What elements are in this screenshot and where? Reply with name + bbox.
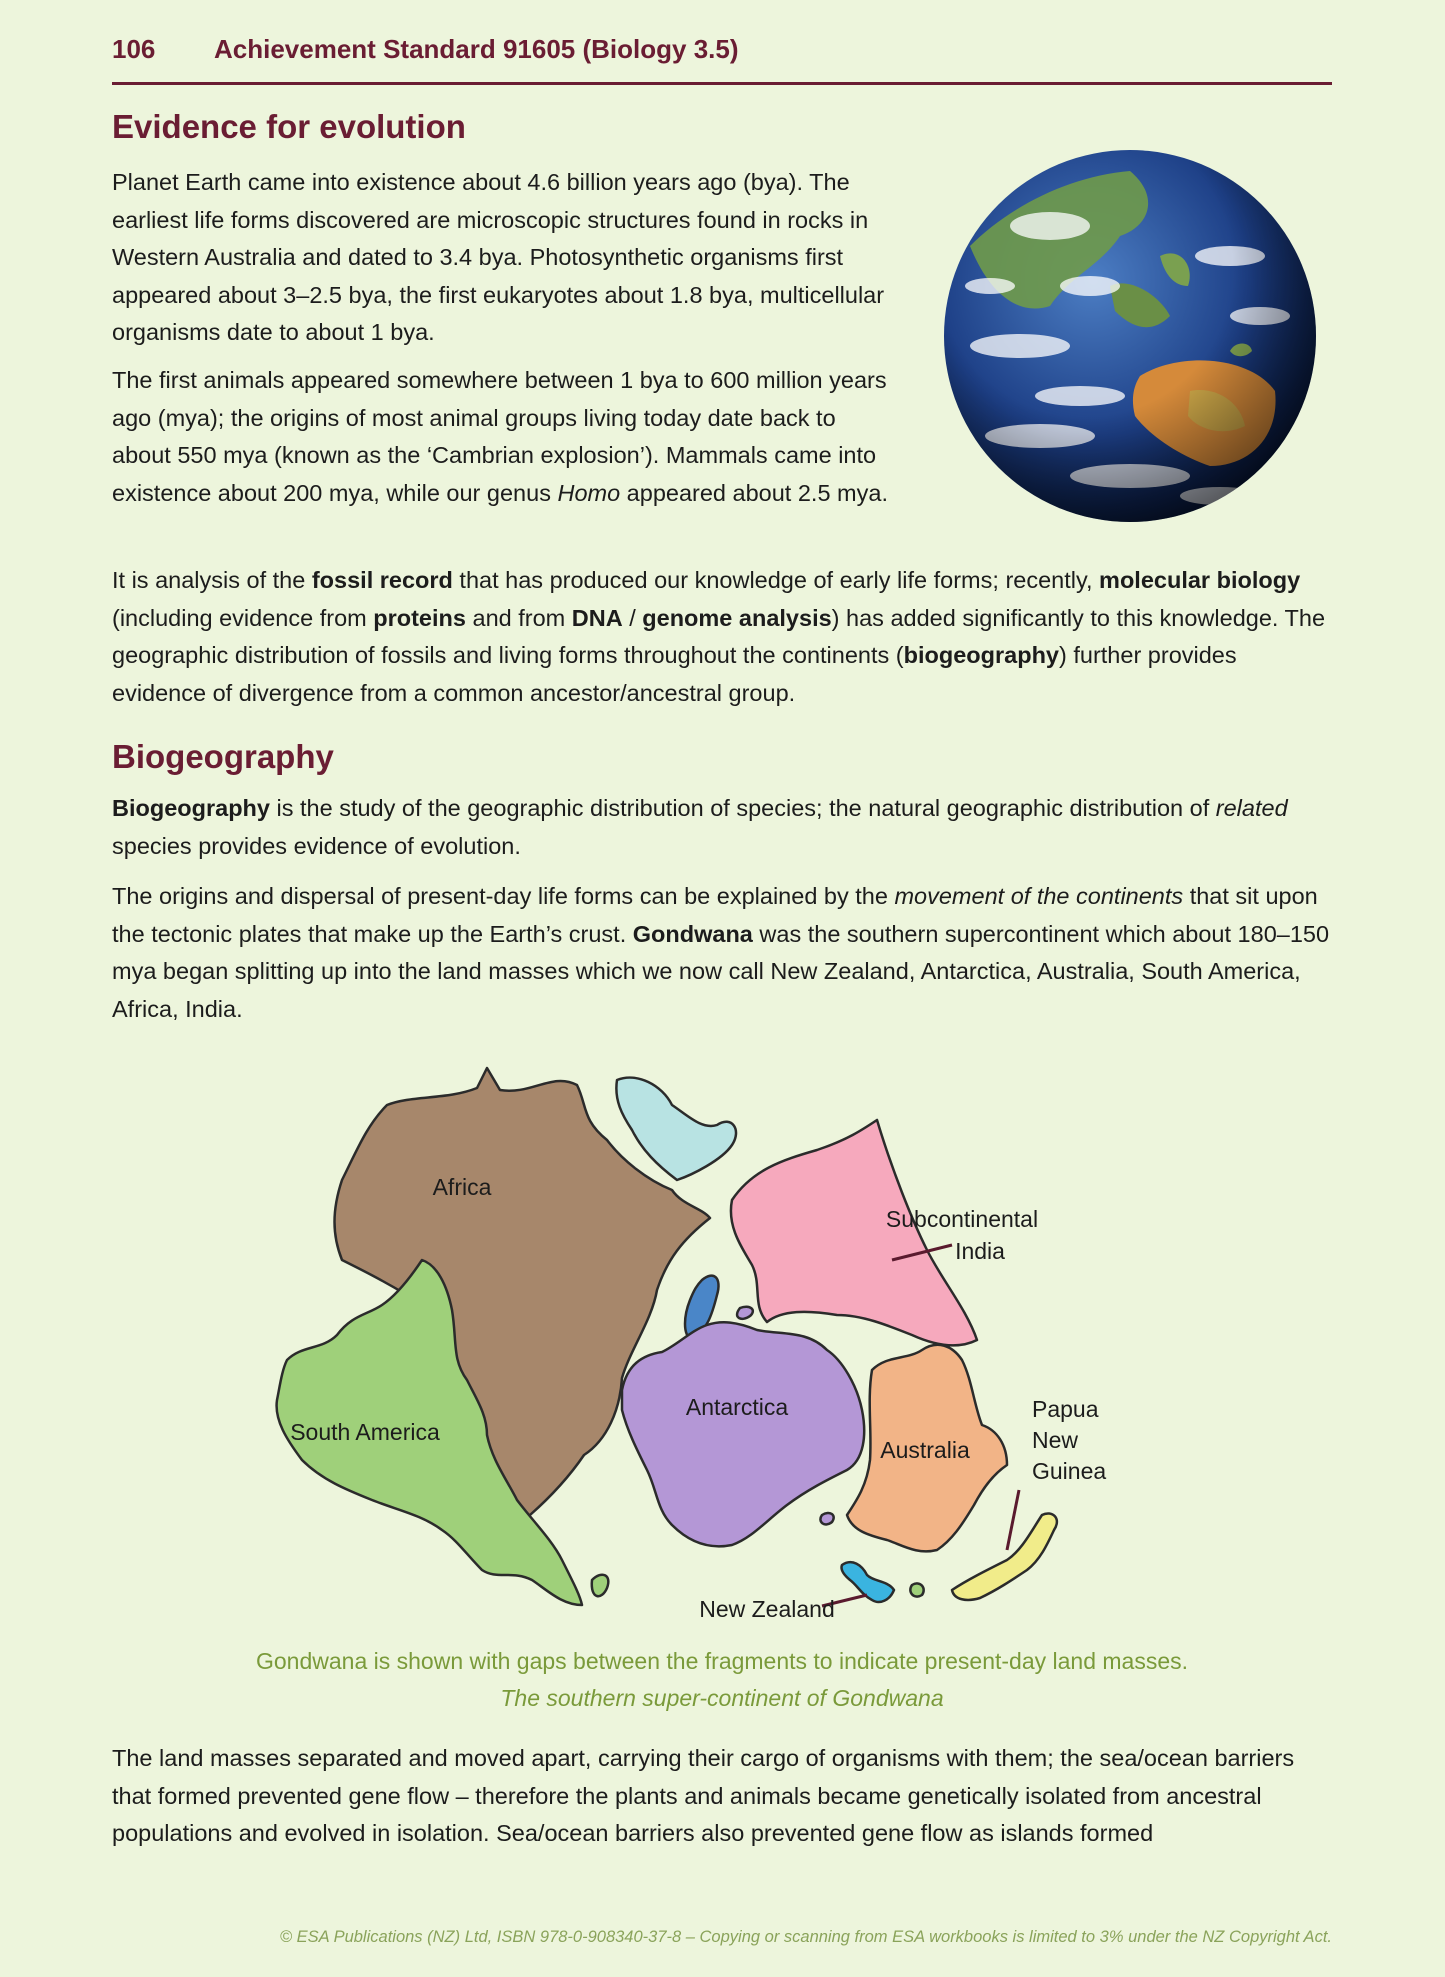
- figure-caption-note: Gondwana is shown with gaps between the fragments to indicate present-day land masses.: [255, 1648, 1189, 1674]
- term-genome-analysis: genome analysis: [642, 604, 832, 631]
- figure-caption-title: The southern super-continent of Gondwana: [500, 1685, 944, 1711]
- label-india-line1: Subcontinental: [885, 1206, 1039, 1232]
- page-number: 106: [112, 34, 156, 64]
- term-movement-of-continents: movement of the continents: [894, 883, 1184, 909]
- label-new-zealand: New Zealand: [699, 1596, 835, 1622]
- term-fossil-record: fossil record: [311, 567, 453, 593]
- paragraph-earth-origins: Planet Earth came into existence about 4.6 billion years ago (bya). The earliest life forms discovered are microscopic structures found in rocks in Western Australia and dated to 3.4 bya. Photosynthetic organisms first appeared about 3–2.5 bya, the first eukaryotes about 1.8 bya, multicellular organisms date to about 1 bya.: [112, 169, 885, 345]
- paragraph-isolation: The land masses separated and moved apart, carrying their cargo of organisms with them; the sea/ocean barriers that formed prevented gene flow – therefore the plants and animals became genetically isolated from ancestral populations and evolved in isolation. Sea/ocean barriers also prevented gene flow as islands formed: [112, 1745, 1295, 1846]
- term-gondwana: Gondwana: [632, 920, 753, 947]
- term-dna: DNA: [571, 604, 623, 631]
- text-run: is the study of the geographic distribution of species; the natural geographic distribution of: [269, 795, 1216, 821]
- text-run: species provides evidence of evolution.: [112, 832, 521, 859]
- term-related: related: [1215, 795, 1288, 821]
- text-run: ) has added significantly to this knowledge. The geographic distribution of fossils and living forms throughout the continents (: [112, 604, 1326, 668]
- text-run: It is analysis of the: [112, 567, 312, 593]
- text-run: appeared about 2.5 mya.: [620, 479, 888, 506]
- sri-lanka-landmass: [737, 1307, 753, 1319]
- text-run: The first animals appeared somewhere between 1 bya to 600 million years ago (mya); the origins of most animal groups living today date back to about 550 mya (known as the ‘Cambrian explosion’). Mammals came into existence about 200 mya, while our genus: [112, 367, 887, 506]
- text-run: (including evidence from: [112, 604, 374, 631]
- lord-howe-island: [910, 1583, 923, 1596]
- standard-title: Achievement Standard 91605 (Biology 3.5): [214, 34, 739, 64]
- gondwana-map: [262, 1060, 1222, 1630]
- small-island: [820, 1513, 833, 1524]
- term-proteins: proteins: [373, 604, 466, 631]
- term-biogeography: biogeography: [903, 642, 1059, 668]
- text-run: was the southern supercontinent which about 180–150 mya began splitting up into the land masses which we now call New Zealand, Antarctica, Australia, South America, Africa, India.: [112, 920, 1330, 1022]
- label-png-line2: New: [1032, 1427, 1079, 1453]
- text-run: and from: [465, 604, 572, 631]
- label-india-line2: India: [955, 1238, 1005, 1264]
- copyright-footer: © ESA Publications (NZ) Ltd, ISBN 978-0-908340-37-8 – Copying or scanning from ESA workbooks is limited to 3% under the NZ Copyright Act.: [279, 1928, 1332, 1946]
- label-africa: Africa: [432, 1174, 492, 1200]
- earth-globe-image: [930, 136, 1330, 536]
- png-leader-line: [1007, 1490, 1019, 1550]
- text-run: The origins and dispersal of present-day life forms can be explained by the: [112, 883, 895, 909]
- section-title-biogeography: Biogeography: [112, 738, 334, 775]
- india-landmass: [731, 1120, 977, 1345]
- genus-homo: Homo: [557, 479, 621, 506]
- label-png-line3: Guinea: [1032, 1458, 1107, 1484]
- falklands-landmass: [592, 1575, 609, 1596]
- label-png-line1: Papua: [1032, 1396, 1099, 1422]
- papua-new-guinea-landmass: [952, 1513, 1057, 1599]
- label-australia: Australia: [880, 1437, 970, 1463]
- label-antarctica: Antarctica: [685, 1394, 789, 1420]
- text-run: ) further provides evidence of divergence from a common ancestor/ancestral group.: [112, 642, 1237, 706]
- term-molecular-biology: molecular biology: [1099, 567, 1301, 593]
- label-south-america: South America: [290, 1419, 440, 1445]
- text-run: that has produced our knowledge of early life forms; recently,: [452, 567, 1100, 593]
- arabia-landmass: [616, 1078, 736, 1180]
- paragraph-gondwana: [112, 878, 1332, 1028]
- paragraph-fossil-record: [112, 562, 1332, 712]
- term-biogeography: Biogeography: [112, 795, 270, 821]
- text-run: /: [622, 604, 643, 631]
- text-run: that sit upon the tectonic plates that make up the Earth’s crust.: [112, 883, 1318, 947]
- section-title-evidence: Evidence for evolution: [112, 108, 466, 145]
- paragraph-first-animals: [112, 362, 892, 512]
- paragraph-biogeography-definition: [112, 790, 1332, 865]
- page-header: [112, 30, 1332, 85]
- new-zealand-landmass: [841, 1562, 894, 1602]
